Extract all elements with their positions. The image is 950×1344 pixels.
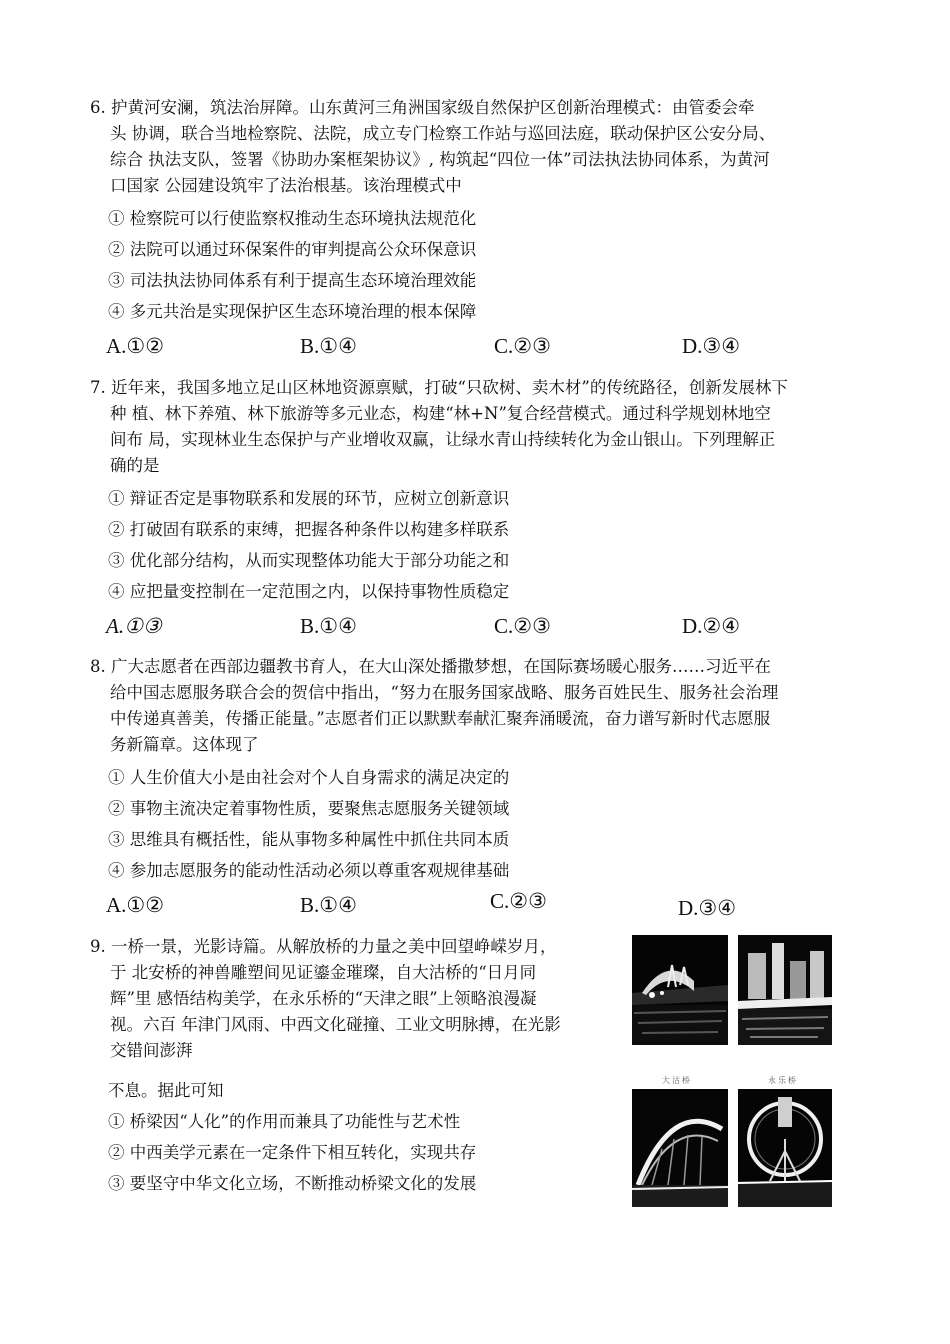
option-1: ① 辩证否定是事物联系和发展的环节，应树立创新意识 <box>108 489 510 508</box>
stem-line: 8. 广大志愿者在西部边疆教书育人，在大山深处播撒梦想，在国际赛场暖心服务……习近平在 <box>90 657 771 676</box>
stem-line: 7. 近年来，我国多地立足山区林地资源禀赋，打破“只砍树、卖木材”的传统路径，创新发展林下 <box>90 378 788 397</box>
question-7-stem <box>90 375 842 479</box>
photo-caption-yongle: 永乐桥 <box>768 1076 798 1085</box>
stem-line: 头 协调，联合当地检察院、法院，成立专门检察工作站与巡回法庭，联动保护区公安分局、 <box>110 124 776 143</box>
choice-d[interactable]: D.③④ <box>682 334 741 358</box>
choice-b[interactable]: B.①④ <box>300 614 357 638</box>
option-2: ② 事物主流决定着事物性质，要聚焦志愿服务关键领域 <box>108 799 510 818</box>
question-8-stem <box>90 654 842 758</box>
photo-caption-dagu: 大沽桥 <box>662 1076 692 1085</box>
option-3: ③ 优化部分结构，从而实现整体功能大于部分功能之和 <box>108 551 510 570</box>
beian-bridge-photo <box>738 935 832 1045</box>
option-2: ② 打破固有联系的束缚，把握各种条件以构建多样联系 <box>108 520 510 539</box>
option-4: ④ 参加志愿服务的能动性活动必须以尊重客观规律基础 <box>108 861 510 880</box>
question-8 <box>90 654 842 922</box>
stem-line: 综合 执法支队，签署《协助办案框架协议》, 构筑起“四位一体”司法执法协同体系，为黄河 <box>110 150 770 169</box>
option-3: ③ 要坚守中华文化立场，不断推动桥梁文化的发展 <box>108 1174 477 1193</box>
choice-d[interactable]: D.③④ <box>678 896 737 920</box>
answer-choices <box>90 329 842 363</box>
option-3: ③ 司法执法协同体系有利于提高生态环境治理效能 <box>108 271 477 290</box>
question-9-stem <box>90 934 610 1064</box>
stem-line: 务新篇章。这体现了 <box>110 735 259 754</box>
choice-a[interactable]: A.①③ <box>106 614 162 638</box>
stem-line: 间布 局，实现林业生态保护与产业增收双赢，让绿水青山持续转化为金山银山。下列理解正 <box>110 430 776 449</box>
stem-line: 9. 一桥一景，光影诗篇。从解放桥的力量之美中回望峥嵘岁月， <box>90 937 557 956</box>
stem-line: 于 北安桥的神兽雕塑间见证鎏金璀璨，自大沽桥的“日月同 <box>110 963 537 982</box>
stem-line: 中传递真善美，传播正能量。”志愿者们正以默默奉献汇聚奔涌暖流，奋力谱写新时代志愿服 <box>110 709 771 728</box>
question-7 <box>90 375 842 643</box>
yongle-bridge-photo <box>738 1089 832 1207</box>
option-2: ② 法院可以通过环保案件的审判提高公众环保意识 <box>108 240 477 259</box>
choice-b[interactable]: B.①④ <box>300 893 357 917</box>
option-1: ① 检察院可以行使监察权推动生态环境执法规范化 <box>108 209 477 228</box>
answer-choices <box>90 609 842 643</box>
option-1: ① 人生价值大小是由社会对个人自身需求的满足决定的 <box>108 768 510 787</box>
stem-continuation: 不息。据此可知 <box>108 1081 224 1100</box>
stem-line: 口国家 公园建设筑牢了法治根基。该治理模式中 <box>110 176 462 195</box>
option-4: ④ 应把量变控制在一定范围之内，以保持事物性质稳定 <box>108 582 510 601</box>
answer-choices <box>90 888 842 922</box>
bridge-photos <box>632 935 832 1207</box>
choice-c[interactable]: C.②③ <box>494 614 551 638</box>
choice-a[interactable]: A.①② <box>106 334 165 358</box>
stem-line: 视。六百 年津门风雨、中西文化碰撞、工业文明脉搏，在光影 <box>110 1015 561 1034</box>
choice-a[interactable]: A.①② <box>106 893 165 917</box>
question-6-stem <box>90 95 842 199</box>
question-6 <box>90 95 842 363</box>
choice-c[interactable]: C.②③ <box>494 334 551 358</box>
option-2: ② 中西美学元素在一定条件下相互转化，实现共存 <box>108 1143 477 1162</box>
stem-line: 交错间澎湃 <box>110 1041 193 1060</box>
stem-line: 种 植、林下养殖、林下旅游等多元业态，构建“林+N”复合经营模式。通过科学规划林地空 <box>110 404 771 423</box>
question-9 <box>90 934 610 1199</box>
choice-b[interactable]: B.①④ <box>300 334 357 358</box>
stem-line: 辉”里 感悟结构美学，在永乐桥的“天津之眼”上领略浪漫凝 <box>110 989 537 1008</box>
stem-line: 给中国志愿服务联合会的贺信中指出，“努力在服务国家战略、服务百姓民生、服务社会治理 <box>110 683 779 702</box>
choice-c[interactable]: C.②③ <box>490 889 547 913</box>
option-3: ③ 思维具有概括性，能从事物多种属性中抓住共同本质 <box>108 830 510 849</box>
dagu-bridge-photo <box>632 1089 728 1207</box>
choice-d[interactable]: D.②④ <box>682 614 741 638</box>
jiefang-bridge-photo <box>632 935 728 1045</box>
stem-line: 6. 护黄河安澜，筑法治屏障。山东黄河三角洲国家级自然保护区创新治理模式：由管委会牵 <box>90 98 755 117</box>
option-1: ① 桥梁因“人化”的作用而兼具了功能性与艺术性 <box>108 1112 461 1131</box>
option-4: ④ 多元共治是实现保护区生态环境治理的根本保障 <box>108 302 477 321</box>
stem-line: 确的是 <box>110 456 160 475</box>
